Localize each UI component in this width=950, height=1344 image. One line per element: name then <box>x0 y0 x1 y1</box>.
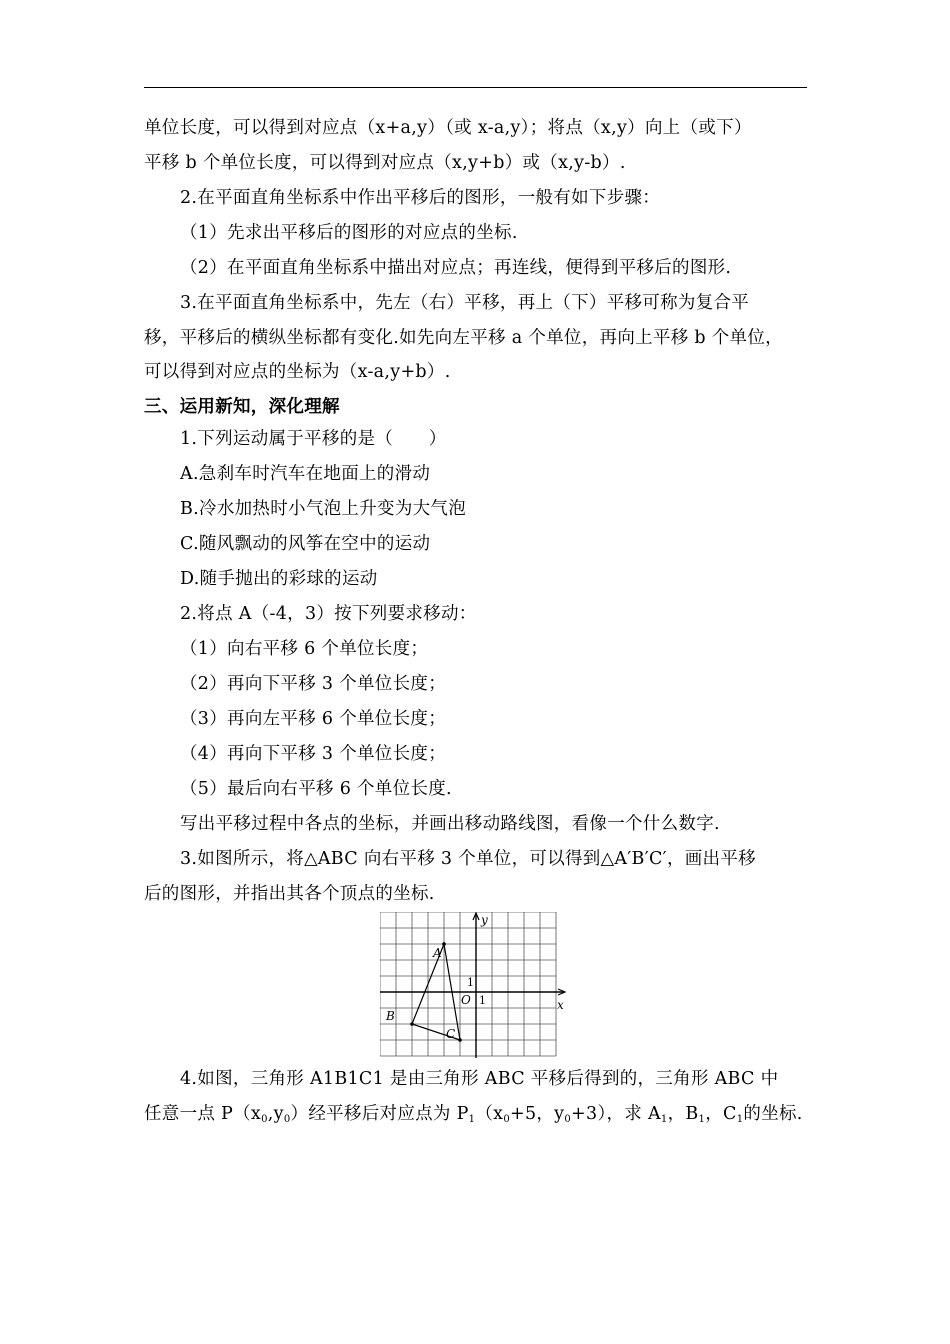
text-line: 移，平移后的横纵坐标都有变化.如先向左平移 a 个单位，再向上平移 b 个单位， <box>144 328 783 348</box>
header-rule <box>144 87 807 88</box>
section-heading: 三、运用新知，深化理解 <box>144 397 340 417</box>
step-item: （4）再向下平移 3 个单位长度； <box>180 744 446 764</box>
point-b <box>410 1022 414 1026</box>
step-item: （5）最后向右平移 6 个单位长度. <box>180 779 452 799</box>
text-line: 2.在平面直角坐标系中作出平移后的图形，一般有如下步骤： <box>180 188 661 208</box>
step-item: （1）向右平移 6 个单位长度； <box>180 639 429 659</box>
option-c: C.随风飘动的风筝在空中的运动 <box>180 534 431 554</box>
label-x-axis: x <box>557 998 564 1012</box>
text-line: （2）在平面直角坐标系中描出对应点；再连线，便得到平移后的图形. <box>180 258 732 278</box>
question-2: 2.将点 A（-4，3）按下列要求移动： <box>180 604 477 624</box>
question-1: 1.下列运动属于平移的是（ ） <box>180 429 447 449</box>
text-line: 任意一点 $P(x_0,y_0)$经平移后对应点为 $P_1(x_0+5$，$y_0+3$），求 $A_1$，$B_1$，$C_1$的坐标. <box>144 1104 803 1125</box>
option-d: D.随手抛出的彩球的运动 <box>180 569 378 589</box>
label-b: B <box>386 1009 395 1023</box>
option-a: A.急刹车时汽车在地面上的滑动 <box>180 464 431 484</box>
text-line: 平移 b 个单位长度，可以得到对应点（x,y+b）或（x,y-b）. <box>144 153 626 173</box>
text-line: 3.在平面直角坐标系中，先左（右）平移，再上（下）平移可称为复合平 <box>180 293 750 313</box>
step-item: （2）再向下平移 3 个单位长度； <box>180 674 446 694</box>
tick-label-y: 1 <box>467 976 474 989</box>
question-3: 3.如图所示，将△ABC 向右平移 3 个单位，可以得到△A′B′C′，画出平移 <box>180 849 756 869</box>
point-c <box>458 1038 462 1042</box>
label-origin: O <box>461 993 471 1007</box>
text-line: 后的图形，并指出其各个顶点的坐标. <box>144 884 435 904</box>
coordinate-figure <box>380 912 570 1058</box>
label-y-axis: y <box>481 913 488 927</box>
label-c: C <box>446 1027 456 1041</box>
text-line: 单位长度，可以得到对应点（x+a,y）（或 x-a,y）；将点（x,y）向上（或下） <box>144 118 752 138</box>
option-b: B.冷水加热时小气泡上升变为大气泡 <box>180 499 467 519</box>
question-4: 4.如图，三角形 A1B1C1 是由三角形 ABC 平移后得到的，三角形 ABC 中 <box>180 1069 779 1089</box>
tick-label-x: 1 <box>479 994 486 1007</box>
point-a <box>442 942 446 946</box>
step-item: （3）再向左平移 6 个单位长度； <box>180 709 446 729</box>
text-line: 可以得到对应点的坐标为（x-a,y+b）. <box>144 362 451 382</box>
label-a: A <box>433 946 442 960</box>
grid <box>380 912 570 1056</box>
text-line: 写出平移过程中各点的坐标，并画出移动路线图，看像一个什么数字. <box>180 814 720 834</box>
text-line: （1）先求出平移后的图形的对应点的坐标. <box>180 223 518 243</box>
